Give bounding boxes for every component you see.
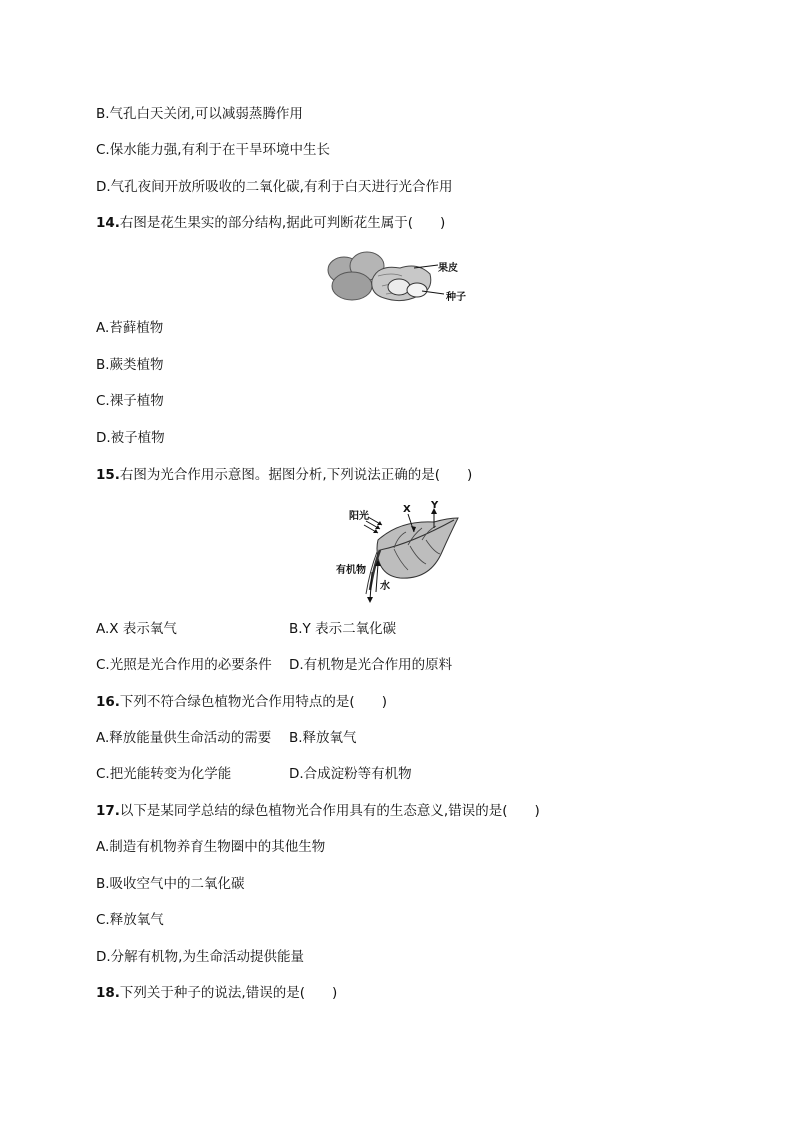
q14-stem xyxy=(96,214,445,232)
q14-option-d: D.被子植物 xyxy=(96,430,165,446)
label-pericarp: 果皮 xyxy=(438,263,458,274)
q14-option-b: B.蕨类植物 xyxy=(96,357,164,373)
q15-option-a: A.X 表示氧气 xyxy=(96,621,177,637)
q16-number: 16. xyxy=(96,694,120,710)
q15-number: 15. xyxy=(96,467,120,483)
q15-option-b: B.Y 表示二氧化碳 xyxy=(289,621,397,637)
q18-stem xyxy=(96,984,337,1002)
q17-option-d: D.分解有机物,为生命活动提供能量 xyxy=(96,949,304,965)
q15-option-d: D.有机物是光合作用的原料 xyxy=(289,657,453,673)
q17-option-c: C.释放氧气 xyxy=(96,912,164,928)
q14-number: 14. xyxy=(96,215,120,231)
peanut-figure xyxy=(322,246,482,310)
q16-option-b: B.释放氧气 xyxy=(289,730,357,746)
q16-option-c: C.把光能转变为化学能 xyxy=(96,766,232,782)
q17-option-a: A.制造有机物养育生物圈中的其他生物 xyxy=(96,839,326,855)
label-sunlight: 阳光 xyxy=(349,511,369,522)
photosynthesis-figure xyxy=(330,500,465,605)
q17-stem xyxy=(96,802,540,820)
q15-stem-text: 右图为光合作用示意图。据图分析,下列说法正确的是( ) xyxy=(119,467,473,483)
q16-stem xyxy=(96,693,387,711)
q14-option-c: C.裸子植物 xyxy=(96,393,164,409)
q14-stem-text: 右图是花生果实的部分结构,据此可判断花生属于( ) xyxy=(119,215,446,231)
label-organic-matter: 有机物 xyxy=(336,565,366,576)
q13-option-d: D.气孔夜间开放所吸收的二氧化碳,有利于白天进行光合作用 xyxy=(96,179,453,195)
q18-number: 18. xyxy=(96,985,120,1001)
q17-number: 17. xyxy=(96,803,120,819)
q16-stem-text: 下列不符合绿色植物光合作用特点的是( ) xyxy=(119,694,387,710)
q18-stem-text: 下列关于种子的说法,错误的是( ) xyxy=(119,985,338,1001)
label-seed: 种子 xyxy=(446,292,466,303)
q15-option-c: C.光照是光合作用的必要条件 xyxy=(96,657,272,673)
q15-stem xyxy=(96,466,472,484)
q16-option-a: A.释放能量供生命活动的需要 xyxy=(96,730,272,746)
label-y: Y xyxy=(431,500,439,511)
q14-option-a: A.苔藓植物 xyxy=(96,320,164,336)
q13-option-b: B.气孔白天关闭,可以减弱蒸腾作用 xyxy=(96,106,303,122)
q17-option-b: B.吸收空气中的二氧化碳 xyxy=(96,876,245,892)
label-x: X xyxy=(403,504,411,515)
label-water: 水 xyxy=(380,581,390,592)
q16-option-d: D.合成淀粉等有机物 xyxy=(289,766,412,782)
q13-option-c: C.保水能力强,有利于在干旱环境中生长 xyxy=(96,142,331,158)
q17-stem-text: 以下是某同学总结的绿色植物光合作用具有的生态意义,错误的是( ) xyxy=(119,803,540,819)
